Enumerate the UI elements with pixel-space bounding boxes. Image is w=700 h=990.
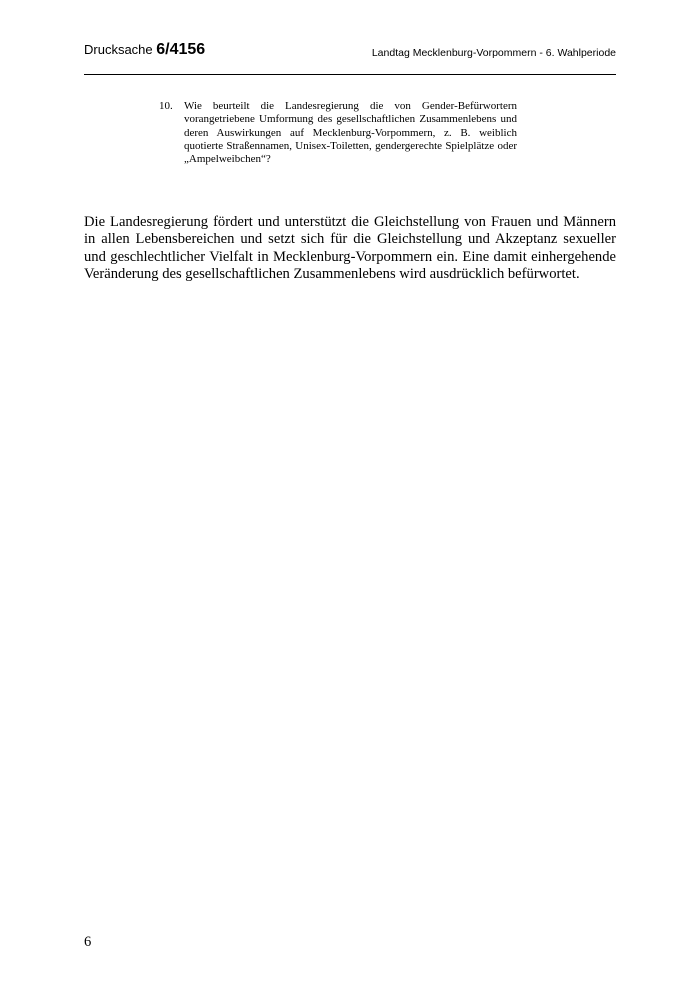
page-number: 6 [84,934,92,950]
question-text: Wie beurteilt die Landesregierung die von Gender-Befürwortern vorangetriebene Umformung des gesellschaftlichen Zusammenlebens und deren Auswirkungen auf Mecklenburg-Vorpommern, z. B. weiblich quotierte Straßennamen, Unisex-Toiletten, gendergerechte Spielplätze oder „Ampelweibchen“? [184,100,517,166]
answer-text: Die Landesregierung fördert und unterstützt die Gleichstellung von Frauen und Männern in allen Lebensbereichen und setzt sich für die Gleichstellung und Akzeptanz sexueller und geschlechtlicher Vielfalt in Mecklenburg-Vorpommern ein. Eine damit einhergehende Veränderung des gesellschaftlichen Zusammenlebens wird ausdrücklich befürwortet. [84,214,616,283]
question-block [159,100,517,166]
document-number: 6/4156 [156,41,206,58]
document-label: Drucksache [84,42,157,57]
page-header [84,40,616,75]
question-number: 10. [159,100,173,112]
document-reference [84,41,205,59]
parliament-period: Landtag Mecklenburg-Vorpommern - 6. Wahlperiode [371,47,616,59]
